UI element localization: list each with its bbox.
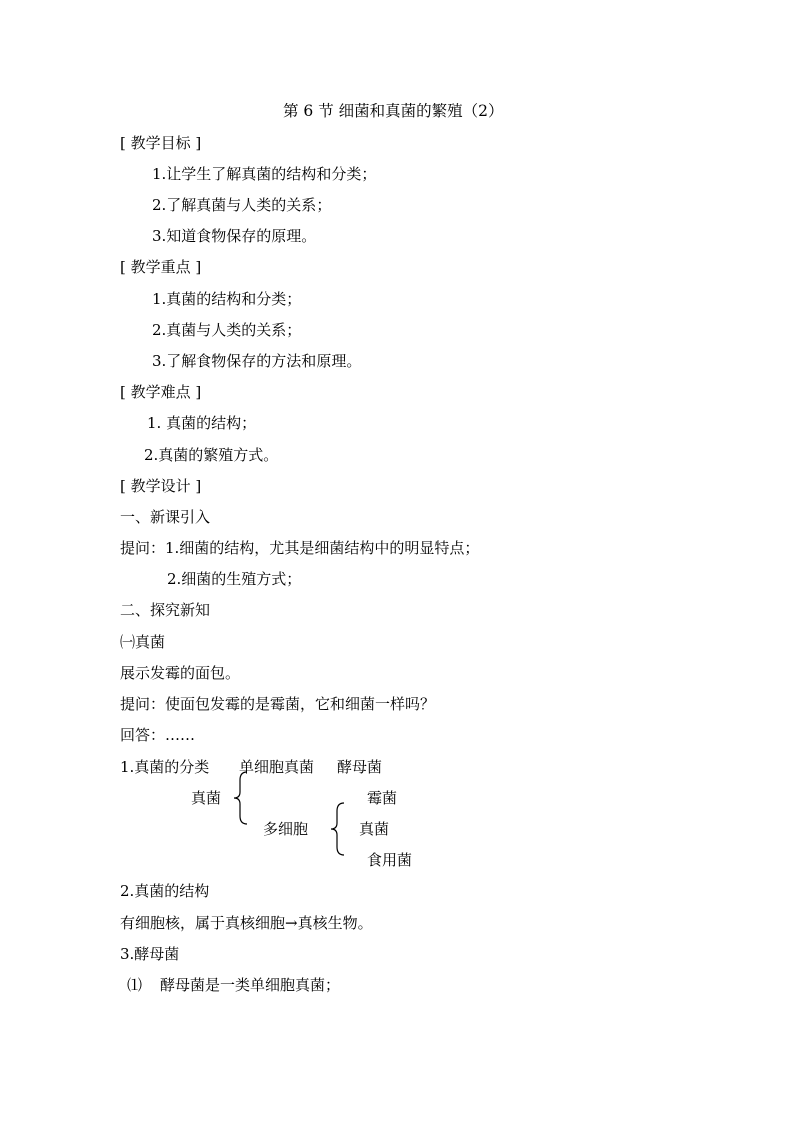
multicellular-brace-icon [329, 801, 347, 857]
multicellular-item: 真菌 [359, 820, 390, 838]
page-title: 第 6 节 细菌和真菌的繁殖（2） [283, 102, 504, 120]
question-text: 提问：使面包发霉的是霉菌，它和细菌一样吗？ [120, 695, 436, 713]
yeast-item-number: ⑴ [127, 976, 143, 994]
part1-question-continued: 2.细菌的生殖方式； [167, 570, 302, 588]
part1-heading: 一、新课引入 [120, 508, 211, 526]
design-heading: [ 教学设计 ] [120, 477, 202, 495]
key-points-heading: [ 教学重点 ] [120, 258, 202, 276]
classification-root: 真菌 [191, 789, 222, 807]
unicellular-label: 单细胞真菌 [239, 758, 315, 776]
multicellular-item: 霉菌 [367, 789, 398, 807]
yeast-heading: 3.酵母菌 [120, 945, 180, 963]
part2-heading: 二、探究新知 [120, 601, 211, 619]
answer-text: 回答：…… [120, 726, 196, 744]
goal-item: 3.知道食物保存的原理。 [152, 227, 317, 245]
yeast-item-text: 酵母菌是一类单细胞真菌； [160, 976, 341, 994]
difficulty-item: 1. 真菌的结构； [147, 414, 257, 432]
classification-label: 1.真菌的分类 [120, 758, 210, 776]
demo-text: 展示发霉的面包。 [120, 664, 241, 682]
root-brace-icon [232, 770, 250, 826]
multicellular-label: 多细胞 [263, 820, 309, 838]
structure-heading: 2.真菌的结构 [120, 882, 210, 900]
key-point-item: 3.了解食物保存的方法和原理。 [152, 352, 362, 370]
key-point-item: 1.真菌的结构和分类； [152, 290, 302, 308]
part1-question: 提问：1.细菌的结构，尤其是细菌结构中的明显特点； [120, 539, 480, 557]
unicellular-example: 酵母菌 [337, 758, 383, 776]
multicellular-item: 食用菌 [367, 851, 413, 869]
goal-item: 2.了解真菌与人类的关系； [152, 196, 332, 214]
key-point-item: 2.真菌与人类的关系； [152, 321, 302, 339]
difficulty-item: 2.真菌的繁殖方式。 [144, 446, 279, 464]
goal-item: 1.让学生了解真菌的结构和分类； [152, 165, 377, 183]
difficulties-heading: [ 教学难点 ] [120, 383, 202, 401]
fungi-subheading: ㈠真菌 [120, 633, 166, 651]
structure-text: 有细胞核，属于真核细胞→真核生物。 [120, 914, 373, 932]
goals-heading: [ 教学目标 ] [120, 134, 202, 152]
